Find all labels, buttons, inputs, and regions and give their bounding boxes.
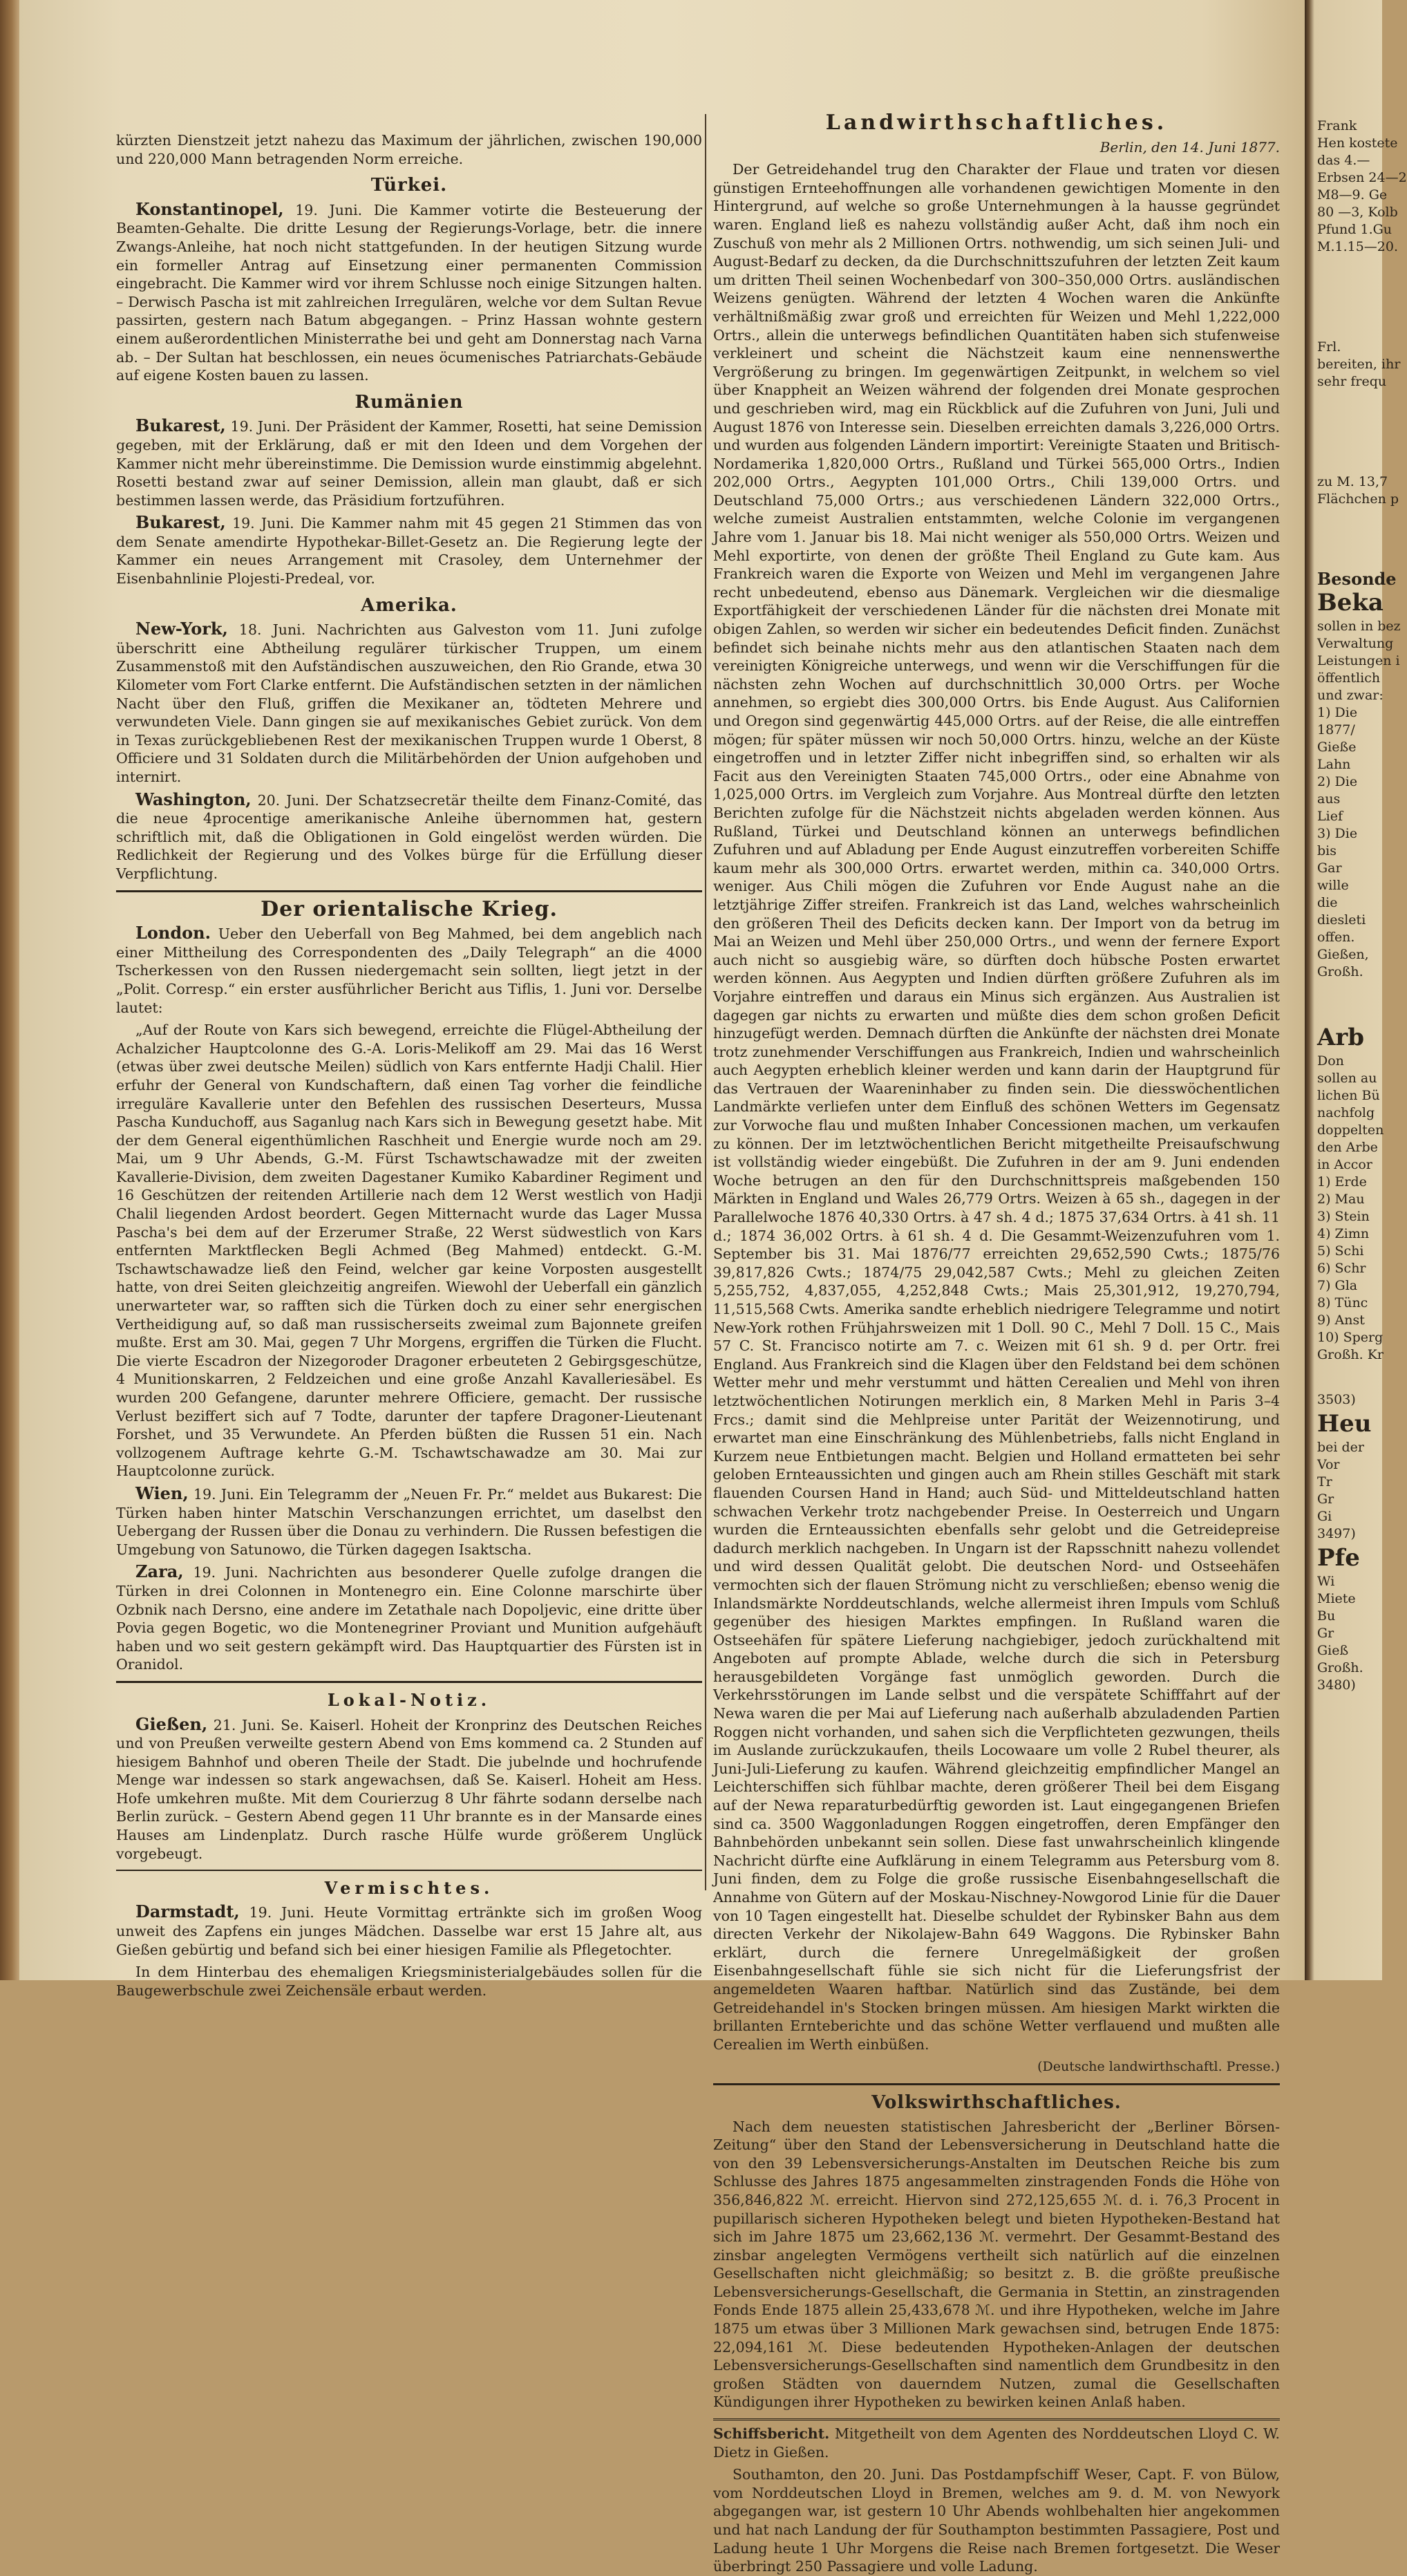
column-divider bbox=[705, 114, 706, 1890]
fragment-line: Besonde bbox=[1317, 569, 1397, 589]
fragment-line: Leistungen i bbox=[1317, 653, 1400, 668]
fragment-line: 3) Die bbox=[1317, 826, 1358, 841]
section-rule bbox=[713, 2083, 1280, 2085]
fragment-line: sollen au bbox=[1317, 1071, 1377, 1086]
fragment-line: wille bbox=[1317, 878, 1349, 893]
fragment-line: 3) Stein bbox=[1317, 1209, 1370, 1224]
article-wien: Wien, 19. Juni. Ein Telegramm der „Neuen Fr. Pr.“ meldet aus Bukarest: Die Türken haben hinter Matschin Verschanzungen errichtet, um daselbst den Uebergang der Russen über die Donau zu verhindern. Die Russen befestigen die Umgebung von Satunowo, die Türken dagegen Isaktscha. bbox=[116, 1483, 702, 1558]
fragment-line: Gr bbox=[1317, 1492, 1334, 1507]
fragment-line: 5) Schi bbox=[1317, 1243, 1364, 1259]
fragment-line: Großh. bbox=[1317, 1660, 1363, 1675]
article-getreidehandel: Der Getreidehandel trug den Charakter der Flaue und traten vor diesen günstigen Ernteehoffnungen alle vorhandenen gewichtigen Momente in den Hintergrund, auf welche so große Unternehmungen à la hausse gegründet waren. England ließ es nahezu vollständig außer Acht, daß ihm noch ein Zuschuß von mehr als 2 Millionen Ortrs. nothwendig, um sich seinen Juli- und August-Bedarf zu decken, da die Durchschnittszufuhren der letzten Zeit kaum um dritten Theil seinen Wochenbedarf von 300–350,000 Ortrs. ausländischen Weizens genügten. Während der letzten 4 Wochen waren die Ankünfte verhältnißmäßig zwar groß und erreichten für Weizen und Mehl 1,222,000 Ortrs., allein die unterwegs befindlichen Quantitäten haben sich stufenweise verkleinert und scheint die Nächstzeit kaum eine nennenswerthe Vergrößerung zu bringen. Im gegenwärtigen Zeitpunkt, in welchem so viel über Knappheit an Weizen während der folgenden drei Monate gesprochen und geschrieben wird, mag ein Rückblick auf die Zufuhren von Juni, Juli und August 1876 von Interesse sein. Dieselben erreichten damals 3,226,000 Ortrs. und wurden aus folgenden Ländern importirt: Vereinigte Staaten und Britisch-Nordamerika 1,820,000 Ortrs., Rußland und Türkei 565,000 Ortrs., Indien 202,000 Ortrs., Aegypten 101,000 Ortrs., Chili 139,000 Ortrs. und Deutschland 75,000 Ortrs.; aus verschiedenen Ländern 322,000 Ortrs., welche zumeist Australien entstammten, welche Colonie im vergangenen Jahre vom 1. Januar bis 18. Mai nicht weniger als 550,000 Ortrs. Weizen und Mehl exportirte, von denen der größte Theil England zu Gute kam. Aus Frankreich waren die Exporte von Weizen und Mehl im vergangenen Jahre recht unbedeutend, ebenso aus Dänemark. Vergleichen wir die diesmalige Exportfähigkeit der verschiedenen Länder für die nächsten drei Monate mit obigen Zahlen, so werden wir sicher ein bedeutendes Deficit finden. Zunächst befindet sich beinahe nichts mehr aus den atlantischen Staaten nach dem vereinigten Königreiche unterwegs, und wenn wir die Verschiffungen für die nächsten zehn Wochen auf durchschnittlich 30,000 Ortrs. per Woche annehmen, so ergiebt dies 300,000 Ortrs. bis Ende August. Aus Californien und Oregon sind gegenwärtig 445,000 Ortrs. auf der Reise, die alle eintreffen mögen; für später müssen wir noch 50,000 Ortrs. hinzu, welche an der Küste eingetroffen und in letzter Ziffer nicht inbegriffen sind, so erhalten wir als Facit aus den Vereinigten Staaten 745,000 Ortrs., oder eine Abnahme von 1,025,000 Ortrs. im Vergleich zum Vorjahre. Aus Montreal dürfte den letzten Berichten zufolge für die Nächstzeit nichts abgeladen werden können. Aus Rußland, Türkei und Deutschland können an unterwegs befindlichen Zufuhren und auf Abladung per Ende August einzutreffen vorbereiten Schiffe kaum mehr als 300,000 Ortrs. erwartet werden, mithin ca. 340,000 Ortrs. weniger. Aus Chili mögen die Zufuhren vor Ende August nahe an die letztjährige Ziffer streifen. Frankreich ist das Land, welches wahrscheinlich den größeren Theil des Deficits decken kann. Der Import von da betrug im Mai an Weizen und Mehl über 250,000 Ortrs., und wenn der fernere Export auch nicht so ausgiebig wäre, so dürften doch hübsche Posten erwartet werden können. Aus Aegypten und Indien dürften größere Zufuhren als im Vorjahre eintreffen und daraus ein Minus sich ergänzen. Aus Australien ist dagegen gar nichts zu erwarten und müßte dies dem schon großen Deficit hinzugefügt werden. Demnach dürften die Ankünfte der nächsten drei Monate trotz zunehmender Verschiffungen aus Frankreich, Indien und wahrscheinlich auch Aegypten erheblich kleiner werden und kann darin der Hauptgrund für das Vertrauen der Waareninhaber zu finden sein. Die diesswöchentlichen Landmärkte verliefen unter dem Einfluß des schönen Wetters im Gegensatz zur Vorwoche flau und mußten Inhaber Concessionen machen, um verkaufen zu können. Der im letztwöchentlichen Bericht mitgetheilte Preisaufschwung ist vollständig wieder eingebüßt. Die Zufuhren in der am 9. Juni endenden Woche betrugen an den für den Durchschnittspreis maßgebenden 150 Märkten in England und Wales 26,779 Ortrs. Weizen à 65 sh., dagegen in der Parallelwoche 1876 40,330 Ortrs. à 47 sh. 4 d.; 1875 37,634 Ortrs. à 41 sh. 11 d.; 1874 36,002 Ortrs. à 61 sh. 4 d. Die Gesammt-Weizenzufuhren vom 1. September bis 31. Mai 1876/77 erreichten 29,652,590 Cwts.; 1875/76 39,817,826 Cwts.; 1874/75 29,042,587 Cwts.; Mehl zu gleichen Zeiten 5,255,752, 4,837,055, 4,252,848 Cwts.; Mais 25,301,912, 19,270,794, 11,515,568 Cwts. Amerika sandte erheblich niedrigere Telegramme und notirt New-York rothen Frühjahrsweizen mit 1 Doll. 90 C., Mehl 7 Doll. 15 C., Mais 57 C. St. Francisco notirte am 7. c. Weizen mit 61 sh. 9 d. per Ortr. frei England. Aus Frankreich sind die Klagen über den Feldstand bei dem schönen Wetter mehr und mehr verstummt und hätten Cerealien und Mehl von ihren letztwöchentlichen Notirungen merklich ein, 8 Marken Mehl in Paris 3–4 Frcs.; damit sind die Mehlpreise unter Parität der Weizennotirung, und erwartet man eine Einschränkung des Mühlenbetriebs, falls nicht England in Kurzem neue Entbietungen macht. Belgien und Holland ermatteten bei sehr geloben Ernteaussichten und gingen auch am Rhein stilles Geschäft mit stark flauenden Coursen Hand in Hand; auch Süd- und Mitteldeutschland hatten schwachen Verkehr trotz nachgebender Preise. In Oesterreich und Ungarn wurden die Ernteaussichten ebenfalls sehr gelobt und die Getreidepreise dadurch merklich nachgeben. In Ungarn ist der Rapsschnitt nahezu vollendet und wird dessen Qualität gelobt. Die deutschen Nord- und Ostseehäfen vermochten sich der flauen Strömung nicht zu verschließen; ebenso wenig die Inlandsmärkte Norddeutschlands, welche allermeist ihren Impuls vom Schluß gegenüber des hiesigen Marktes empfingen. In Rußland waren die Ostseehäfen für spätere Lieferung nachgiebiger, jedoch zurückhaltend mit Angeboten auf prompte Ablade, welche durch die sich in Petersburg herausgebildeten Vorgänge fast unmöglich geworden. Durch die Verkehrsstörungen im Lande selbst und die verspätete Schifffahrt auf der Newa waren die per Mai auf Lieferung nach außerhalb abzuladenden Partien Roggen nicht vorhanden, und sahen sich die Verpflichteten gezwungen, theils im Auslande zurückzukaufen, theils Locowaare um volle 2 Rubel theurer, als Juni-Juli-Lieferung zu kaufen. Während gleichzeitig empfindlicher Mangel an Leichterschiffen sich fühlbar machte, deren größerer Theil bei dem Eisgang auf der Newa reparaturbedürftig geworden ist. Laut eingegangenen Briefen sind ca. 3500 Waggonladungen Roggen eingetroffen, deren Empfänger den Bahnbehörden unbekannt sein sollen. Diese fast unwahrscheinlich klingende Nachricht dürfte eine Aufklärung in einem Telegramm aus Petersburg vom 8. Juni finden, dem zu Folge die große russische Eisenbahngesellschaft die Annahme von Gütern auf der Moskau-Nischney-Nowgorod Linie für die Dauer von 10 Tagen eingestellt hat. Dieselbe schuldet der Rybinsker Bahn aus dem directen Verkehr der Nikolajew-Bahn 649 Waggons. Die Rybinsker Bahn erklärt, durch die fernere Unregelmäßigkeit der großen Eisenbahngesellschaft fühle sie sich nicht für die Lieferungsfrist der angemeldeten Waaren haftbar. Natürlich sind das Zustände, bei dem Getreidehandel in's Stocken bringen müssen. Am hiesigen Markt wirkten die brillanten Ernteberichte und das schöne Wetter verflauend und mußten alle Cerealien im Werth einbüßen. bbox=[713, 161, 1280, 2053]
fragment-line: Wi bbox=[1317, 1574, 1335, 1589]
fragment-line: 1877/ bbox=[1317, 722, 1355, 737]
fragment-line: nachfolg bbox=[1317, 1105, 1375, 1120]
fragment-line: 2) Mau bbox=[1317, 1192, 1365, 1207]
fragment-line: aus bbox=[1317, 791, 1341, 807]
fragment-line: lichen Bü bbox=[1317, 1088, 1380, 1103]
fragment-line: 3497) bbox=[1317, 1526, 1356, 1541]
fragment-line: 1) Die bbox=[1317, 705, 1358, 720]
fragment-line: Gieße bbox=[1317, 740, 1357, 755]
fragment-line: bei der bbox=[1317, 1440, 1365, 1455]
fragment-line: Großh. Kr bbox=[1317, 1347, 1384, 1362]
fragment-line: 8) Tünc bbox=[1317, 1295, 1368, 1310]
fragment-line: Gr bbox=[1317, 1626, 1334, 1641]
article-bukarest-2: Bukarest, 19. Juni. Die Kammer nahm mit 45 gegen 21 Stimmen das von dem Senate amendirte Hypothekar-Billet-Gesetz an. Die Regierung legte der Kammer ein neues Arrangement mit Crasoley, dem Unternehmer der Eisenbahnlinie Plojesti-Predeal, vor. bbox=[116, 512, 702, 587]
article-london-report: „Auf der Route von Kars sich bewegend, erreichte die Flügel-Abtheilung der Achalzicher Hauptcolonne des G.-A. Loris-Melikoff am 29. Mai das 16 Werst (etwas über zwei deutsche Meilen) südlich von Kars entfernte Hadji Chalil. Hier erfuhr der General von Kundschaftern, daß einen Tag vorher die feindliche irreguläre Kavallerie unter den Befehlen des russischen Deserteurs, Mussa Pascha Kunduchoff, aus Saganlug nach Kars sich in Bewegung gesetzt habe. Mit der dem General eigenthümlichen Raschheit und Energie wurde noch am 29. Mai, um 9 Uhr Abends, G.-M. Fürst Tschawtschawadze mit der zweiten Kavallerie-Division, dem zweiten Dagestaner Kumiko Kabardiner Regiment und 16 Geschützen der reitenden Artillerie nach dem 12 Werst westlich von Hadji Chalil liegenden Ardost beordert. Gegen Mitternacht wurde das Lager Mussa Pascha's bei dem auf der Erzerumer Straße, 22 Werst südwestlich von Kars entfernten Marktflecken Begli Achmed (Beg Mahmed) entdeckt. G.-M. Tschawtschawadze ließ den Feind, welcher gar keine Vorposten ausgestellt hatte, von drei Seiten gleichzeitig angreifen. Wiewohl der Ueberfall ein gänzlich unerwarteter war, so rafften sich die Türken doch zu einer sehr energischen Vertheidigung auf, so daß man russischerseits zweimal zum Bajonnete greifen mußte. Erst am 30. Mai, gegen 7 Uhr Morgens, ergriffen die Türken die Flucht. Die vierte Escadron der Nizegoroder Dragoner erbeuteten 2 Gebirgsgeschütze, 4 Munitionskarren, 2 Feldzeichen und eine große Anzahl Kavalleriesäbel. Es wurden 200 Gefangene, darunter mehrere Officiere, gemacht. Der russische Verlust beziffert sich auf 7 Todte, darunter der tapfere Dragoner-Lieutenant Forshet, und 35 Verwundete. An Pferden büßten die Russen 51 ein. Nach vollzogenem Auftrage kehrte G.-M. Tschawtschawadze am 30. Mai zur Hauptcolonne zurück. bbox=[116, 1022, 702, 1480]
fragment-line: Don bbox=[1317, 1053, 1344, 1069]
article-washington: Washington, 20. Juni. Der Schatzsecretär theilte dem Finanz-Comité, das die neue 4procentige amerikanische Anleihe übernommen hat, gestern schriftlich mit, daß die Obligationen in Gold eingelöst werden würden. Die Redlichkeit der Regierung und des Volkes bürge für die Erfüllung dieser Verpflichtung. bbox=[116, 789, 702, 882]
fragment-line: Vor bbox=[1317, 1457, 1340, 1472]
fragment-line: Frank bbox=[1317, 118, 1357, 133]
heading-landwirthschaftliches: Landwirthschaftliches. bbox=[825, 111, 1168, 135]
fragment-line: 7) Gla bbox=[1317, 1278, 1358, 1293]
fragment-line: Gieß bbox=[1317, 1643, 1349, 1658]
article-giessen: Gießen, 21. Juni. Se. Kaiserl. Hoheit der Kronprinz des Deutschen Reiches und von Preußen verweilte gestern Abend von Ems kommend ca. 2 Stunden auf hiesigem Bahnhof und oberen Theile der Stadt. Die jubelnde und hochrufende Menge war indessen so stark angewachsen, daß Se. Kaiserl. Hoheit am Hess. Hofe umkehren mußte. Mit dem Courierzug 8 Uhr fährte sodann derselbe nach Berlin zurück. – Gestern Abend gegen 11 Uhr brannte es in der Mansarde eines Hauses am Lindenplatz. Durch rasche Hülfe wurde größerem Unglück vorgebeugt. bbox=[116, 1713, 702, 1862]
fragment-line: sollen in bez bbox=[1317, 619, 1401, 634]
fragment-line: Lief bbox=[1317, 809, 1343, 824]
section-rule bbox=[116, 890, 702, 892]
fragment-line: Großh. bbox=[1317, 964, 1363, 979]
fragment-line: 80 —3, Kolb bbox=[1317, 205, 1398, 220]
article-london: London. Ueber den Ueberfall von Beg Mahmed, bei dem angeblich nach einer Mittheilung des Correspondenten des „Daily Telegraph“ an die 4000 Tscherkessen von den Russen niedergemacht sein sollten, liegt jetzt in der „Polit. Corresp.“ ein erster ausführlicher Bericht aus Tiflis, 1. Juni vor. Derselbe lautet: bbox=[116, 923, 702, 1016]
fragment-line: 3503) bbox=[1317, 1392, 1356, 1407]
article-baugewerbschule: In dem Hinterbau des ehemaligen Kriegsministerialgebäudes sollen für die Baugewerbschule zwei Zeichensäle erbaut werden. bbox=[116, 1964, 702, 1999]
heading-tuerkei: Türkei. bbox=[370, 175, 448, 196]
heading-vermischtes: Vermischtes. bbox=[324, 1877, 494, 1898]
fragment-line: bis bbox=[1317, 843, 1337, 858]
heading-volkswirthschaftliches: Volkswirthschaftliches. bbox=[871, 2091, 1122, 2113]
fragment-line: sehr frequ bbox=[1317, 374, 1387, 389]
fragment-line: Pfe bbox=[1317, 1544, 1360, 1572]
fragment-line: Erbsen 24—2 bbox=[1317, 170, 1407, 185]
fragment-line: Heu bbox=[1317, 1410, 1372, 1438]
heading-amerika: Amerika. bbox=[361, 594, 457, 616]
fragment-line: Lahn bbox=[1317, 757, 1351, 772]
left-column bbox=[116, 131, 702, 1999]
article-southampton: Southamton, den 20. Juni. Das Postdampfschiff Weser, Capt. F. von Bülow, vom Norddeutschen Lloyd in Bremen, welches am 9. d. M. von Newyork abgegangen war, ist gestern 10 Uhr Abends wohlbehalten hier angekommen und hat nach Landung der für Southampton bestimmten Passagiere, Post und Ladung heute 1 Uhr Morgens die Reise nach Bremen fortgesetzt. Die Weser überbringt 250 Passagiere und volle Ladung. bbox=[713, 2466, 1280, 2575]
fragment-line: 10) Sperg bbox=[1317, 1330, 1384, 1345]
fragment-line: 2) Die bbox=[1317, 774, 1358, 789]
fragment-line: Bu bbox=[1317, 1608, 1336, 1624]
fragment-line: M8—9. Ge bbox=[1317, 187, 1388, 203]
fragment-line: 1) Erde bbox=[1317, 1174, 1367, 1190]
fragment-line: bereiten, ihr bbox=[1317, 357, 1401, 372]
section-rule bbox=[713, 2418, 1280, 2420]
fragment-line: doppelten bbox=[1317, 1122, 1384, 1138]
fragment-line: Flächchen p bbox=[1317, 491, 1399, 507]
source-credit: (Deutsche landwirthschaftl. Presse.) bbox=[1037, 2059, 1280, 2075]
article-bukarest-1: Bukarest, 19. Juni. Der Präsident der Kammer, Rosetti, hat seine Demission gegeben, mit der Erklärung, daß er mit den Ideen und dem Vorgehen der Kammer nicht mehr übereinstimme. Die Demission wurde einstimmig abgelehnt. Rosetti bestand zwar auf seiner Demission, allein man glaubt, daß er sich bestimmen lassen werde, das Präsidium fortzuführen. bbox=[116, 415, 702, 509]
book-spine-edge bbox=[0, 0, 19, 1980]
fragment-line: Pfund 1.Gu bbox=[1317, 222, 1392, 237]
section-rule bbox=[116, 1870, 702, 1871]
dateline-berlin: Berlin, den 14. Juni 1877. bbox=[1099, 138, 1280, 156]
fragment-line: Tr bbox=[1317, 1474, 1332, 1489]
fragment-line: das 4.— bbox=[1317, 153, 1370, 168]
fragment-line: öffentlich bbox=[1317, 670, 1381, 686]
fragment-line: zu M. 13,7 bbox=[1317, 474, 1388, 489]
fragment-line: den Arbe bbox=[1317, 1140, 1378, 1155]
fragment-line: Gi bbox=[1317, 1509, 1332, 1524]
fragment-line: 3480) bbox=[1317, 1677, 1356, 1693]
article-darmstadt: Darmstadt, 19. Juni. Heute Vormittag ertränkte sich im großen Woog unweit des Zapfens ein junges Mädchen. Dasselbe war erst 15 Jahre alt, aus Gießen gebürtig und befand sich bei einer hiesigen Familie als Pflegetochter. bbox=[116, 1901, 702, 1958]
fragment-line: die bbox=[1317, 895, 1338, 910]
schiffsbericht-intro: Schiffsbericht. Mitgetheilt von dem Agenten des Norddeutschen Lloyd C. W. Dietz in Gießen. bbox=[713, 2425, 1280, 2461]
fragment-line: 6) Schr bbox=[1317, 1261, 1366, 1276]
fragment-line: Hen kostete bbox=[1317, 135, 1398, 151]
right-column bbox=[713, 111, 1280, 2575]
article-konstantinopel: Konstantinopel, 19. Juni. Die Kammer votirte die Besteuerung der Beamten-Gehalte. Die dritte Lesung der Regierungs-Vorlage, betr. die innere Zwangs-Anleihe, hat noch nicht stattgefunden. In der heutigen Sitzung wurde ein formeller Antrag auf Einsetzung einer permanenten Commission eingebracht. Die Kammer wird vor ihrem Schlusse noch einige Sitzungen halten. – Derwisch Pascha ist mit zahlreichen Irregulären, welche vor dem Sultan Revue passirten, gestern nach Batum abgegangen. – Prinz Hassan wohnte gestern einem außerordentlichen Ministerrathe bei und geht am Donnerstag nach Varna ab. – Der Sultan hat beschlossen, ein neues öcumenisches Patriarchats-Gebäude auf eigene Kosten bauen zu lassen. bbox=[116, 198, 702, 384]
fragment-line: und zwar: bbox=[1317, 688, 1384, 703]
fragment-line: M.1.15—20. bbox=[1317, 239, 1399, 254]
heading-orientalische-krieg: Der orientalische Krieg. bbox=[261, 896, 558, 921]
fragment-line: Gar bbox=[1317, 861, 1342, 876]
adjacent-page-fragment bbox=[1305, 0, 1407, 1980]
article-new-york: New-York, 18. Juni. Nachrichten aus Galveston vom 11. Juni zufolge überschritt eine Abtheilung regulärer türkischer Truppen, um einem Zusammenstoß mit den Aufständischen auszuweichen, den Rio Grande, etwa 30 Kilometer vom Fort Clarke entfernt. Die Aufständischen setzten in der nämlichen Nacht über den Fluß, griffen die Mexikaner an, tödteten Mehrere und verwundeten Viele. Dann gingen sie auf mexikanisches Gebiet zurück. Von dem in Texas zurückgebliebenen Rest der mexikanischen Truppen wurde 1 Oberst, 8 Officiere und 31 Soldaten durch die Militärbehörden der Union aufgehoben und internirt. bbox=[116, 619, 702, 785]
fragment-line: 9) Anst bbox=[1317, 1313, 1365, 1328]
heading-lokal-notiz: Lokal-Notiz. bbox=[327, 1689, 491, 1710]
fragment-line: Miete bbox=[1317, 1591, 1356, 1606]
heading-rumaenien: Rumänien bbox=[355, 391, 464, 413]
fragment-line: 4) Zimn bbox=[1317, 1226, 1370, 1241]
fragment-line: offen. bbox=[1317, 930, 1355, 945]
fragment-line: Beka bbox=[1317, 589, 1384, 617]
section-rule bbox=[116, 1681, 702, 1683]
fragment-line: Gießen, bbox=[1317, 947, 1369, 962]
fragment-line: Arb bbox=[1317, 1024, 1365, 1051]
carryover-text: kürzten Dienstzeit jetzt nahezu das Maximum der jährlichen, zwischen 190,000 und 220,000 Mann betragenden Norm erreiche. bbox=[116, 132, 702, 167]
fragment-line: in Accor bbox=[1317, 1157, 1372, 1172]
fragment-line: diesleti bbox=[1317, 912, 1366, 928]
fragment-line: Verwaltung bbox=[1317, 636, 1394, 651]
article-zara: Zara, 19. Juni. Nachrichten aus besonderer Quelle zufolge drangen die Türken in drei Colonnen in Montenegro ein. Eine Colonne marschirte über Ozbnik nach Dersno, eine andere im Zetathale nach Dopoljevic, eine dritte über Povia gegen Bogetic, wo die Montenegriner Proviant und Munition aufgehäuft haben und wo seit gestern gekämpft wird. Das Hauptquartier des Fürsten ist in Oranidol. bbox=[116, 1561, 702, 1673]
article-lebensversicherung: Nach dem neuesten statistischen Jahresbericht der „Berliner Börsen-Zeitung“ über den Stand der Lebensversicherung in Deutschland hatte die von den 39 Lebensversicherungs-Anstalten im Deutschen Reiche bis zum Schlusse des Jahres 1875 angesammelten zinstragenden Fonds die Höhe von 356,846,822 ℳ. erreicht. Hiervon sind 272,125,655 ℳ. d. i. 76,3 Procent in pupillarisch sicheren Hypotheken belegt und bieten Hypotheken-Bestand hat sich im Jahre 1875 um 23,662,136 ℳ. vermehrt. Der Gesammt-Bestand des zinsbar angelegten Vermögens vertheilt sich natürlich auf die einzelnen Gesellschaften nicht gleichmäßig; so besitzt z. B. die größte preußische Lebensversicherungs-Gesellschaft, die Germania in Stettin, an zinstragenden Fonds Ende 1875 allein 25,433,678 ℳ. und ihre Hypotheken, welche im Jahre 1875 um etwas über 3 Millionen Mark gewachsen sind, betrugen Ende 1875: 22,094,161 ℳ. Diese bedeutenden Hypotheken-Anlagen der deutschen Lebensversicherungs-Gesellschaften sind namentlich dem Grundbesitz in den großen Städten von dauerndem Nutzen, zumal die Gesellschaften Kündigungen ihrer Hypotheken zu bewirken keinen Anlaß haben. bbox=[713, 2118, 1280, 2411]
fragment-line: Frl. bbox=[1317, 339, 1341, 355]
